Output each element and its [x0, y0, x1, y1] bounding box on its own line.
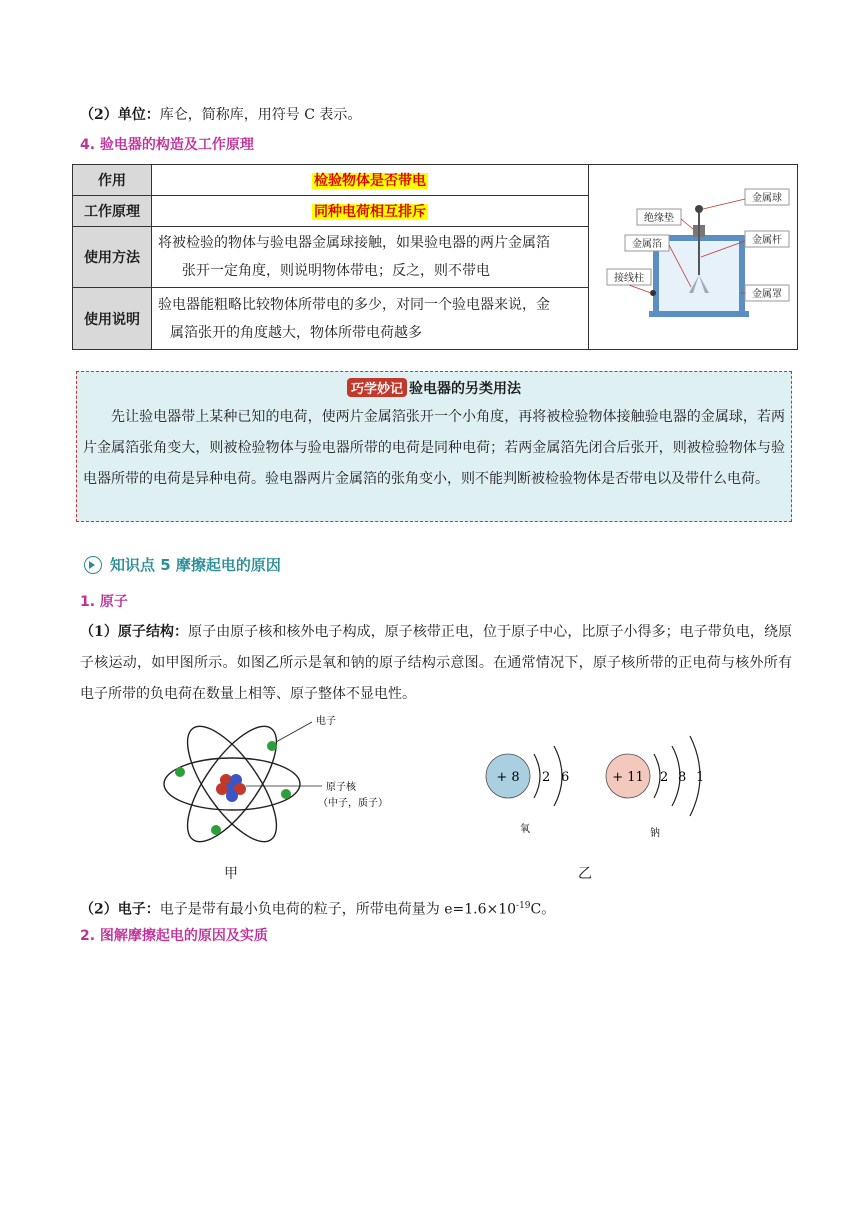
oxygen-diagram [486, 746, 569, 835]
atom-structure-label: （1）原子结构： [80, 624, 189, 640]
row-header: 使用说明 [73, 288, 152, 350]
row-header: 工作原理 [73, 195, 152, 226]
atom-heading: 1. 原子 [80, 594, 128, 610]
section4-title: 4. 验电器的构造及工作原理 [80, 137, 254, 153]
label-insulator: 绝缘垫 [644, 213, 674, 224]
kp5-title: 知识点 5 摩擦起电的原因 [110, 556, 281, 574]
electron-exponent: -19 [516, 901, 531, 911]
electroscope-table [72, 164, 798, 350]
table-row [73, 165, 798, 196]
row-content [152, 226, 589, 288]
oxygen-shell: 2 [542, 770, 551, 785]
section2-title: 2. 图解摩擦起电的原因及实质 [80, 928, 268, 944]
sodium-shell: 8 [678, 770, 687, 785]
oxygen-nucleus: + 8 [496, 770, 520, 785]
sodium-shell: 2 [660, 770, 669, 785]
unit-line [80, 105, 361, 125]
electron-text: 电子是带有最小负电荷的粒子，所带电荷量为 e=1.6×10 [159, 901, 517, 918]
nucleus-label: 原子核 [326, 782, 356, 793]
row-content [152, 195, 589, 226]
label-terminal: 接线柱 [614, 273, 644, 284]
electroscope-diagram-cell [589, 165, 798, 350]
atom-structure-text: 原子由原子核和核外电子构成，原子核带正电，位于原子中心，比原子小得多；电子带负电，绕原子核运动，如甲图所示。如图乙所示是氧和钠的原子结构示意图。在通常情况下，原子核所带的正电荷与核外所有电子所带的负电荷在数量上相等、原子整体不显电性。 [80, 624, 792, 702]
label-cover: 金属罩 [752, 289, 782, 300]
electron-line [80, 896, 555, 920]
metal-ball [695, 205, 703, 213]
electroscope-diagram [595, 165, 791, 345]
unit-text: 库仑，简称库，用符号 C 表示。 [159, 107, 362, 123]
tip-title-row [77, 378, 791, 398]
caption-yi: 乙 [578, 866, 592, 882]
tip-badge: 巧学妙记 [347, 378, 407, 397]
caption-jia: 甲 [224, 866, 238, 882]
atom-structure-diagrams [470, 728, 720, 838]
electron [211, 825, 221, 835]
sodium-nucleus: + 11 [612, 770, 644, 785]
row-content-line: 验电器能粗略比较物体所带电的多少，对同一个验电器来说，金 [158, 296, 550, 313]
row-content-line: 将被检验的物体与验电器金属球接触，如果验电器的两片金属箔 [158, 234, 550, 251]
sodium-name: 钠 [650, 828, 660, 838]
electron-label: 电子 [316, 716, 336, 727]
tip-title: 验电器的另类用法 [409, 381, 521, 397]
row-content-line: 张开一定角度，则说明物体带电；反之，则不带电 [182, 262, 490, 279]
sodium-diagram [606, 736, 704, 838]
tip-body: 先让验电器带上某种已知的电荷，使两片金属箔张开一个小角度，再将被检验物体接触验电器的金属球，若两片金属箔张角变大，则被检验物体与验电器所带的电荷是同种电荷；若两金属箔先闭合后张开，则被检验物体与验电器所带的电荷是异种电荷。验电器两片金属箔的张角变小，则不能判断被检验物体是否带电以及带什么电荷。 [83, 409, 785, 487]
row-content [152, 165, 589, 196]
row-content-line: 属箔张开的角度越大，物体所带电荷越多 [170, 324, 422, 341]
electron [267, 741, 277, 751]
label-rod: 金属杆 [752, 235, 782, 246]
highlight-text: 同种电荷相互排斥 [314, 203, 426, 220]
row-header: 使用方法 [73, 226, 152, 288]
electron-label: （2）电子： [80, 901, 160, 918]
atom-structure-paragraph [80, 617, 792, 710]
electron [175, 767, 185, 777]
label-ball: 金属球 [752, 193, 782, 204]
nucleus-note: （中子，质子） [318, 798, 388, 809]
highlight-text: 检验物体是否带电 [314, 172, 426, 189]
nucleus [216, 774, 246, 802]
electron [281, 789, 291, 799]
electron-text-end: C。 [530, 901, 556, 918]
row-header: 作用 [73, 165, 152, 196]
oxygen-name: 氧 [520, 824, 530, 835]
base-plate [649, 311, 749, 317]
play-circle-icon [84, 556, 102, 574]
tip-box [76, 371, 792, 522]
row-content [152, 288, 589, 350]
sodium-shell: 1 [696, 770, 705, 785]
oxygen-shell: 6 [561, 770, 570, 785]
label-foil: 金属箔 [632, 239, 662, 250]
cover-right [739, 235, 745, 313]
unit-label: （2）单位： [80, 107, 160, 123]
atom-model-figure [160, 712, 400, 862]
